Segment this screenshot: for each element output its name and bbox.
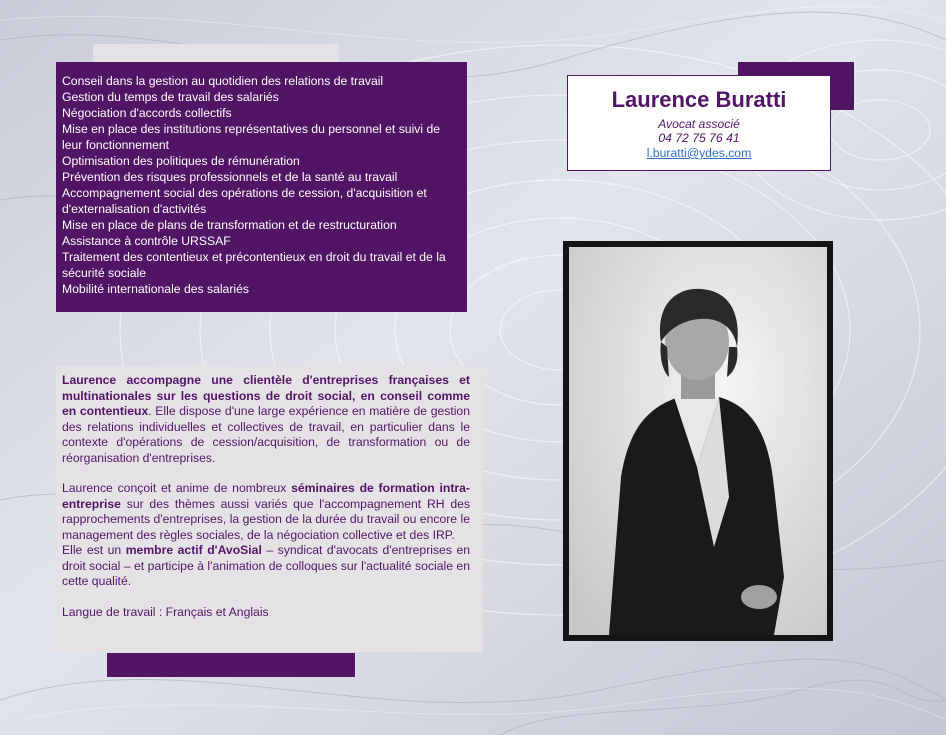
portrait-photo-frame [563, 241, 833, 641]
expertise-item: Optimisation des politiques de rémunération [62, 154, 300, 168]
biography-box [56, 366, 483, 652]
phone-number: 04 72 75 76 41 [658, 131, 740, 145]
bio-paragraph-1 [62, 373, 470, 466]
bio-text: . Elle dispose d'une large expérience en matière de gestion des relations individuelles et collectives de travail, en particulier dans le contexte d'opérations de cession/acquisition, de transformation ou de réorganisation d'entreprises. [62, 404, 470, 465]
contact-card [567, 75, 831, 171]
expertise-item: Négociation d'accords collectifs [62, 106, 232, 120]
expertise-item: Mobilité internationale des salariés [62, 282, 249, 296]
bio-text: sur des thèmes aussi variés que l'accompagnement RH des rapprochements d'entreprises, la gestion de la durée du travail ou encore le management des règles sociales, de la négociation collective et des IRP. [62, 496, 470, 542]
bio-paragraph-2 [62, 481, 470, 543]
decorative-purple-bar [107, 653, 355, 677]
expertise-item: Mise en place des institutions représentatives du personnel et suivi de leur fonctionnement [62, 122, 444, 152]
person-name: Laurence Buratti [611, 87, 787, 112]
bio-text: Elle est un [62, 543, 126, 557]
person-role: Avocat associé [658, 117, 740, 131]
expertise-item: Prévention des risques professionnels et de la santé au travail [62, 170, 398, 184]
bio-highlight: Laurence accompagne une clientèle d'entreprises françaises et multinationales sur les questions de droit social, en conseil comme en contentieux [62, 373, 470, 418]
bio-paragraph-3 [62, 543, 470, 590]
working-languages: Langue de travail : Français et Anglais [62, 604, 269, 619]
email-link[interactable]: l.buratti@ydes.com [646, 146, 752, 160]
expertise-item: Accompagnement social des opérations de cession, d'acquisition et d'externalisation d'activités [62, 186, 431, 216]
expertise-list-box [56, 62, 467, 312]
bio-highlight: séminaires de formation intra-entreprise [62, 481, 470, 511]
portrait-photo [569, 247, 827, 635]
expertise-item: Mise en place de plans de transformation et de restructuration [62, 218, 397, 232]
expertise-item: Traitement des contentieux et précontentieux en droit du travail et de la sécurité sociale [62, 250, 450, 280]
expertise-item: Assistance à contrôle URSSAF [62, 234, 231, 248]
bio-text: – syndicat d'avocats d'entreprises en droit social – et participe à l'animation de colloques sur l'actualité sociale en cette qualité. [62, 543, 471, 588]
expertise-list [62, 73, 459, 297]
expertise-item: Gestion du temps de travail des salariés [62, 90, 279, 104]
bio-highlight: membre actif d'AvoSial [125, 543, 262, 557]
bio-text: Laurence conçoit et anime de nombreux [62, 481, 292, 495]
expertise-item: Conseil dans la gestion au quotidien des relations de travail [62, 74, 384, 88]
